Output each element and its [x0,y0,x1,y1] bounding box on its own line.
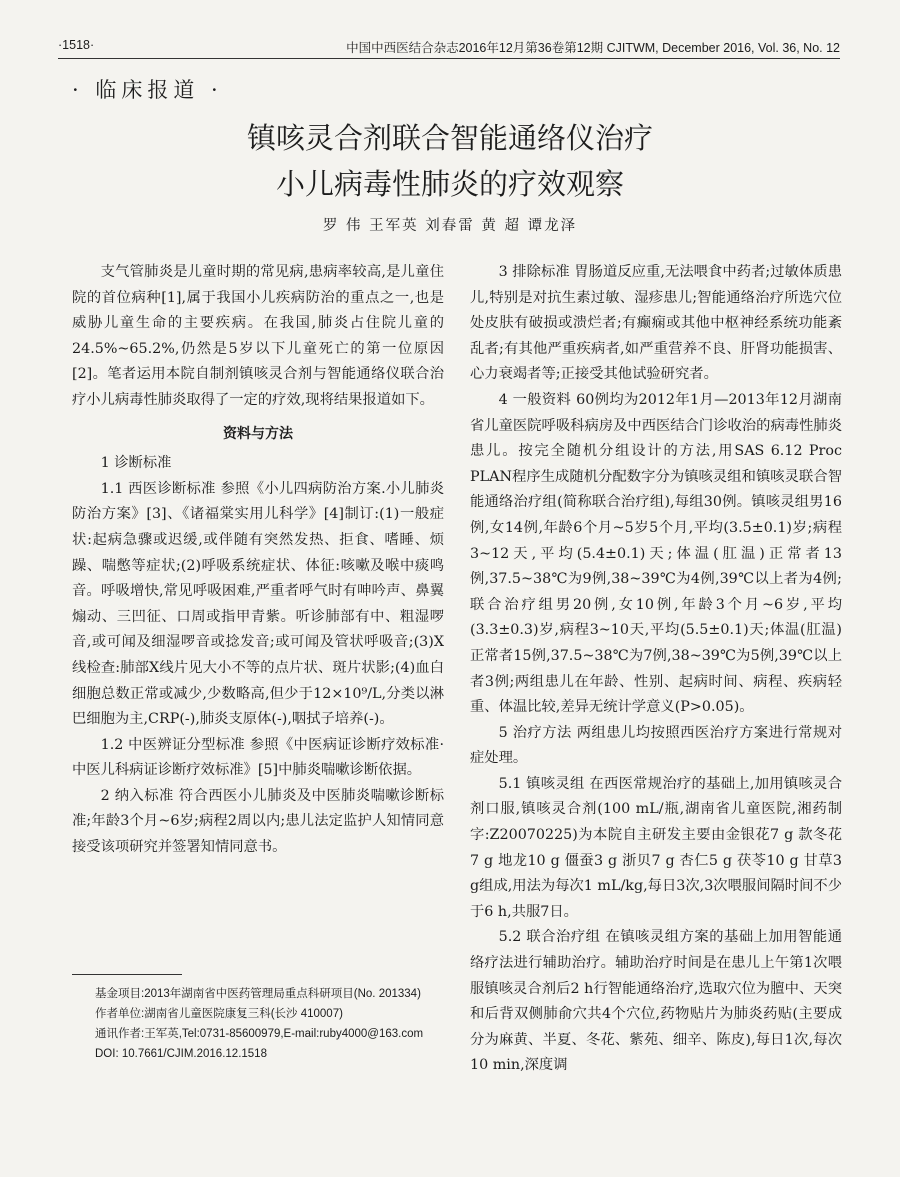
title-line-1: 镇咳灵合剂联合智能通络仪治疗 [246,121,653,155]
article-title [0,115,900,207]
section-heading-materials-methods: 资料与方法 [223,425,293,442]
intro-paragraph: 支气管肺炎是儿童时期的常见病,患病率较高,是儿童住院的首位病种[1],属于我国小儿疾病防治的重点之一,也是威胁儿童生命的主要疾病。在我国,肺炎占住院儿童的24.5%~65.2%,仍然是5岁以下儿童死亡的第一位原因[2]。笔者运用本院自制剂镇咳灵合剂与智能通络仪联合治疗小儿病毒性肺炎取得了一定的疗效,现将结果报道如下。 [72,264,444,408]
paragraph-western-diagnosis: 1.1 西医诊断标准 参照《小儿四病防治方案.小儿肺炎防治方案》[3]、《诸福棠实用儿科学》[4]制订:(1)一般症状:起病急骤或迟缓,或伴随有突然发热、拒食、嗜睡、烦躁、喘憋等症状;(2)呼吸系统症状、体征:咳嗽及喉中痰鸣音。呼吸增快,常见呼吸困难,严重者呼气时有呻吟声、鼻翼煽动、三凹征、口周或指甲青紫。听诊肺部有中、粗湿啰音,或可闻及细湿啰音或捻发音;或可闻及管状呼吸音;(3)X线检查:肺部X线片见大小不等的点片状、斑片状影;(4)血白细胞总数正常或减少,少数略高,但少于12×10⁹/L,分类以淋巴细胞为主,CRP(-),肺炎支原体(-),咽拭子培养(-)。 [72,480,444,728]
journal-citation: 中国中西医结合杂志2016年12月第36卷第12期 CJITWM, December 2016, Vol. 36, No. 12 [346,41,840,55]
page-number: ·1518· [58,38,95,52]
paragraph-inclusion-criteria: 2 纳入标准 符合西医小儿肺炎及中医肺炎喘嗽诊断标准;年龄3个月~6岁;病程2周以内;患儿法定监护人知情同意接受该项研究并签署知情同意书。 [72,787,444,856]
paragraph-tcm-diagnosis: 1.2 中医辨证分型标准 参照《中医病证诊断疗效标准·中医儿科病证诊断疗效标准》[5]中肺炎喘嗽诊断依据。 [72,736,444,779]
footnote-doi: DOI: 10.7661/CJIM.2016.12.1518 [95,1048,267,1060]
footnote-corresponding-author: 通讯作者:王军英,Tel:0731-85600979,E-mail:ruby4000@163.com [95,1028,424,1040]
right-column [470,260,842,1079]
footnote-funding: 基金项目:2013年湖南省中医药管理局重点科研项目(No. 201334) [95,988,421,1000]
paragraph-exclusion-criteria: 3 排除标准 胃肠道反应重,无法喂食中药者;过敏体质患儿,特别是对抗生素过敏、湿疹患儿;智能通络治疗所选穴位处皮肤有破损或溃烂者;有癫痫或其他中枢神经系统功能紊乱者;有其他严重疾病者,如严重营养不良、肝肾功能损害、心力衰竭者等;正接受其他试验研究者。 [470,264,842,383]
paragraph-zhenkeling-group: 5.1 镇咳灵组 在西医常规治疗的基础上,加用镇咳灵合剂口服,镇咳灵合剂(100 mL/瓶,湖南省儿童医院,湘药制字:Z20070225)为本院自主研发主要由金银花7 g 款冬花7 g 地龙10 g 僵蚕3 g 浙贝7 g 杏仁5 g 茯苓10 g 甘草3 g组成,用法为每次1 mL/kg,每日3次,3次喂服间隔时间不少于6 h,共服7日。 [470,775,842,920]
page-header [58,34,840,59]
heading-diagnostic-criteria: 1 诊断标准 [100,455,172,472]
paragraph-combined-group: 5.2 联合治疗组 在镇咳灵组方案的基础上加用智能通络疗法进行辅助治疗。辅助治疗时间是在患儿上午第1次喂服镇咳灵合剂后2 h行智能通络治疗,选取穴位为膻中、天突和后背双侧肺俞穴共4个穴位,药物贴片为肺炎药贴(主要成分为麻黄、半夏、冬花、紫苑、细辛、陈皮),每日1次,每次10 min,深度调 [470,929,842,1074]
left-column [72,260,444,861]
footnote-rule [72,974,182,975]
footnotes [72,984,444,1064]
footnote-affiliation: 作者单位:湖南省儿童医院康复三科(长沙 410007) [95,1008,343,1020]
paragraph-treatment-methods: 5 治疗方法 两组患儿均按照西医治疗方案进行常规对症处理。 [470,724,842,767]
paragraph-general-data: 4 一般资料 60例均为2012年1月—2013年12月湖南省儿童医院呼吸科病房及中西医结合门诊收治的病毒性肺炎患儿。按完全随机分组设计的方法,用SAS 6.12 Proc PLAN程序生成随机分配数字分为镇咳灵组和镇咳灵联合智能通络治疗组(简称联合治疗组),每组30例。镇咳灵组男16例,女14例,年龄6个月~5岁5个月,平均(3.5±0.1)岁;病程3~12天,平均(5.4±0.1)天;体温(肛温)正常者13例,37.5~38℃为9例,38~39℃为4例,39℃以上者为4例;联合治疗组男20例,女10例,年龄3个月~6岁,平均(3.3±0.3)岁,病程3~10天,平均(5.5±0.1)天;体温(肛温)正常者15例,37.5~38℃为7例,38~39℃为5例,39℃以上者3例;两组患儿在年龄、性别、起病时间、病程、疾病轻重、体温比较,差异无统计学意义(P>0.05)。 [470,391,842,716]
title-line-2: 小儿病毒性肺炎的疗效观察 [275,167,624,201]
author-list: 罗 伟 王军英 刘春雷 黄 超 谭龙泽 [322,218,578,234]
section-tag: · 临床报道 · [72,78,223,102]
